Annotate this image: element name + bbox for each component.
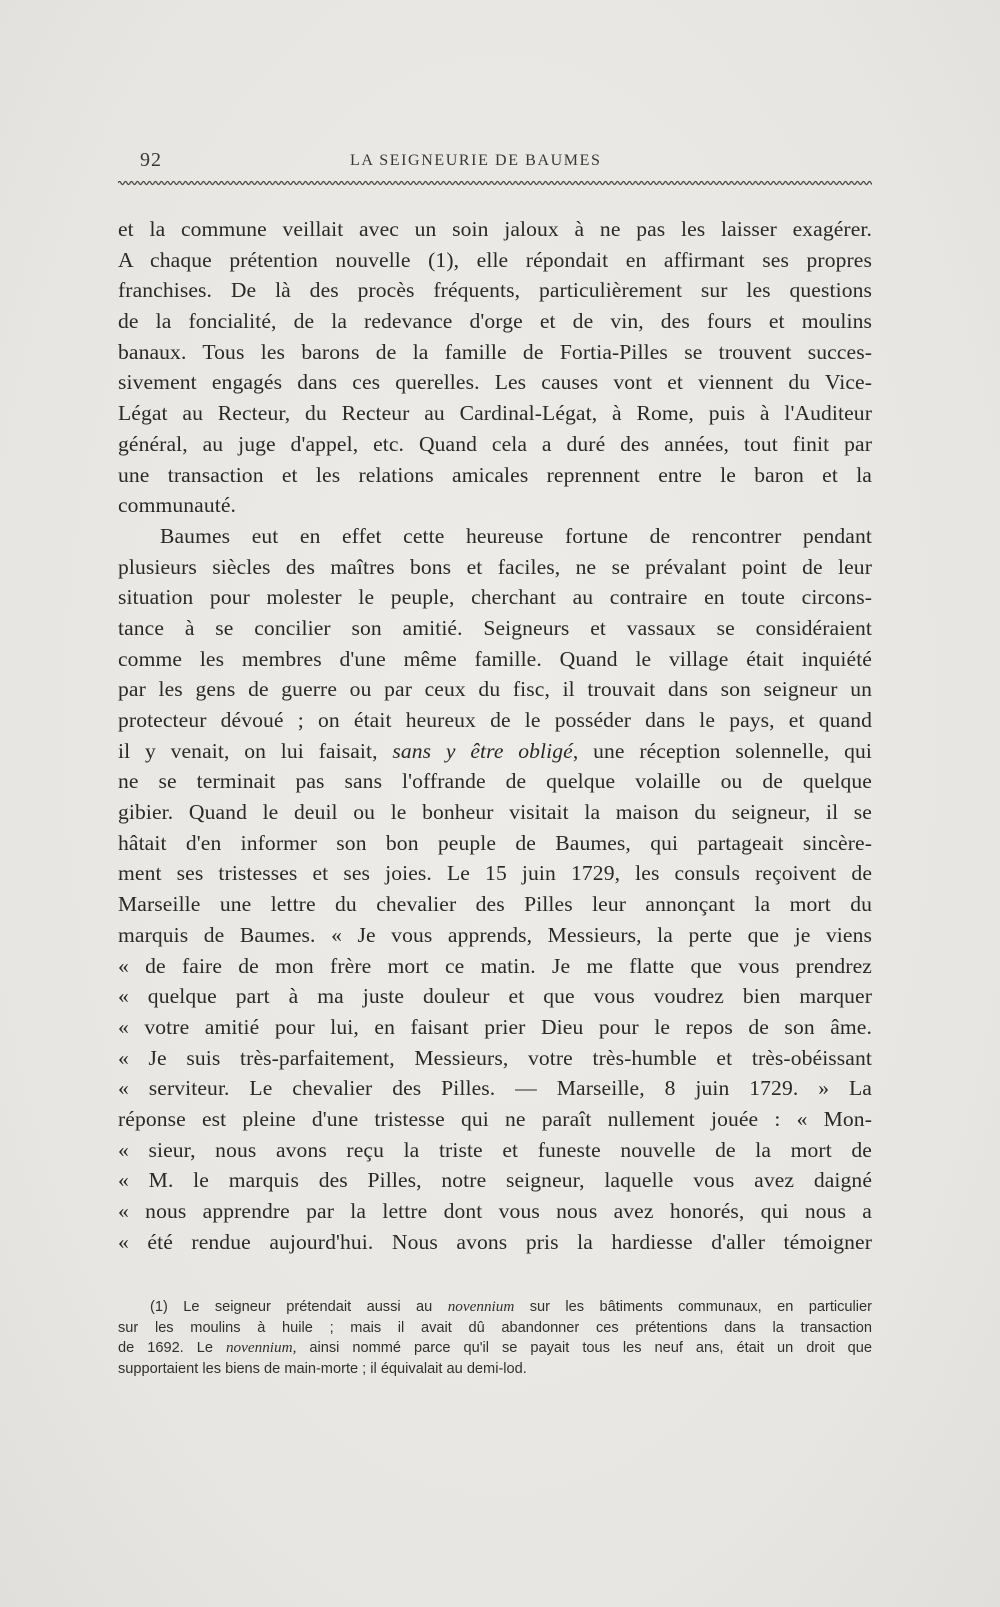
body-line: comme les membres d'une même famille. Quand le village était inquiété [118, 646, 872, 671]
footnote-line [118, 1338, 872, 1359]
footnote-line [118, 1297, 872, 1318]
footnote-line: supportaient les biens de main-morte ; il équivalait au demi-lod. [118, 1360, 527, 1377]
body-line: « sieur, nous avons reçu la triste et funeste nouvelle de la mort de [118, 1137, 872, 1162]
body-line: sivement engagés dans ces querelles. Les causes vont et viennent du Vice- [118, 370, 872, 395]
body-line: protecteur dévoué ; on était heureux de le posséder dans le pays, et quand [118, 708, 872, 732]
body-line: ne se terminait pas sans l'offrande de quelque volaille ou de quelque [118, 769, 872, 794]
body-line: hâtait d'en informer son bon peuple de Baumes, qui partageait sincère- [118, 830, 872, 855]
line-segment: sur les bâtiments communaux, en particulier [514, 1299, 872, 1315]
body-line: banaux. Tous les barons de la famille de Fortia-Pilles se trouvent succes- [118, 339, 872, 364]
body-line: Légat au Recteur, du Recteur au Cardinal-Légat, à Rome, puis à l'Auditeur [118, 401, 872, 426]
body-line: « votre amitié pour lui, en faisant prier Dieu pour le repos de son âme. [118, 1014, 872, 1039]
body-line: une transaction et les relations amicales reprennent entre le baron et la [118, 462, 872, 487]
body-line: de la foncialité, de la redevance d'orge et de vin, des fours et moulins [118, 309, 872, 334]
body-line: A chaque prétention nouvelle (1), elle répondait en affirmant ses propres [118, 247, 872, 272]
line-segment: (1) Le seigneur prétendait aussi au [150, 1299, 448, 1315]
italic-term: novennium [447, 1298, 515, 1315]
line-segment: ainsi nommé parce qu'il se payait tous les neuf ans, était un droit que [296, 1340, 873, 1357]
body-line: réponse est pleine d'une tristesse qui ne paraît nullement jouée : « Mon- [118, 1106, 872, 1131]
running-head: LA SEIGNEURIE DE BAUMES [350, 152, 602, 169]
body-line: Baumes eut en effet cette heureuse fortune de rencontrer pendant [160, 523, 872, 548]
ornamental-rule [118, 178, 872, 188]
italic-term: novennium, [225, 1339, 297, 1357]
body-line: général, au juge d'appel, etc. Quand cela a duré des années, tout finit par [118, 431, 872, 456]
body-line: marquis de Baumes. « Je vous apprends, Messieurs, la perte que je viens [118, 922, 872, 947]
body-line: « de faire de mon frère mort ce matin. Je me flatte que vous prendrez [118, 953, 872, 978]
italic-phrase: sans y être obligé [392, 738, 573, 763]
body-line: ment ses tristesses et ses joies. Le 15 juin 1729, les consuls reçoivent de [118, 861, 872, 886]
body-line: « serviteur. Le chevalier des Pilles. — Marseille, 8 juin 1729. » La [118, 1076, 872, 1101]
body-line: Marseille une lettre du chevalier des Pilles leur annonçant la mort du [118, 892, 872, 917]
body-text [118, 214, 872, 1257]
body-line: « Je suis très-parfaitement, Messieurs, votre très-humble et très-obéissant [118, 1045, 872, 1070]
body-line: tance à se concilier son amitié. Seigneurs et vassaux se considéraient [118, 615, 872, 640]
body-line: « été rendue aujourd'hui. Nous avons pris la hardiesse d'aller témoigner [118, 1229, 872, 1254]
body-line: franchises. De là des procès fréquents, particulièrement sur les questions [118, 278, 872, 303]
body-line: communauté. [118, 493, 237, 518]
page-number: 92 [140, 149, 162, 171]
footnote-line: sur les moulins à huile ; mais il avait dû abandonner ces prétentions dans la transaction [118, 1319, 872, 1336]
footnotes [118, 1297, 872, 1379]
body-line [118, 736, 872, 767]
line-segment: , une réception solennelle, qui [572, 738, 873, 763]
line-segment: il y venait, on lui faisait, [118, 738, 393, 763]
body-line: plusieurs siècles des maîtres bons et faciles, ne se prévalant point de leur [118, 554, 872, 579]
body-line: situation pour molester le peuple, cherchant au contraire en toute circons- [118, 585, 872, 610]
body-line: gibier. Quand le deuil ou le bonheur visitait la maison du seigneur, il se [118, 800, 872, 825]
body-line: « nous apprendre par la lettre dont vous nous avez honorés, qui nous a [118, 1199, 872, 1223]
body-line: « quelque part à ma juste douleur et que vous voudrez bien marquer [118, 984, 872, 1009]
line-segment: de 1692. Le [118, 1340, 226, 1357]
body-line: « M. le marquis des Pilles, notre seigneur, laquelle vous avez daigné [118, 1168, 872, 1193]
body-line: par les gens de guerre ou par ceux du fisc, il trouvait dans son seigneur un [118, 677, 872, 702]
body-line: et la commune veillait avec un soin jaloux à ne pas les laisser exagérer. [118, 217, 872, 241]
page-header [140, 149, 870, 179]
